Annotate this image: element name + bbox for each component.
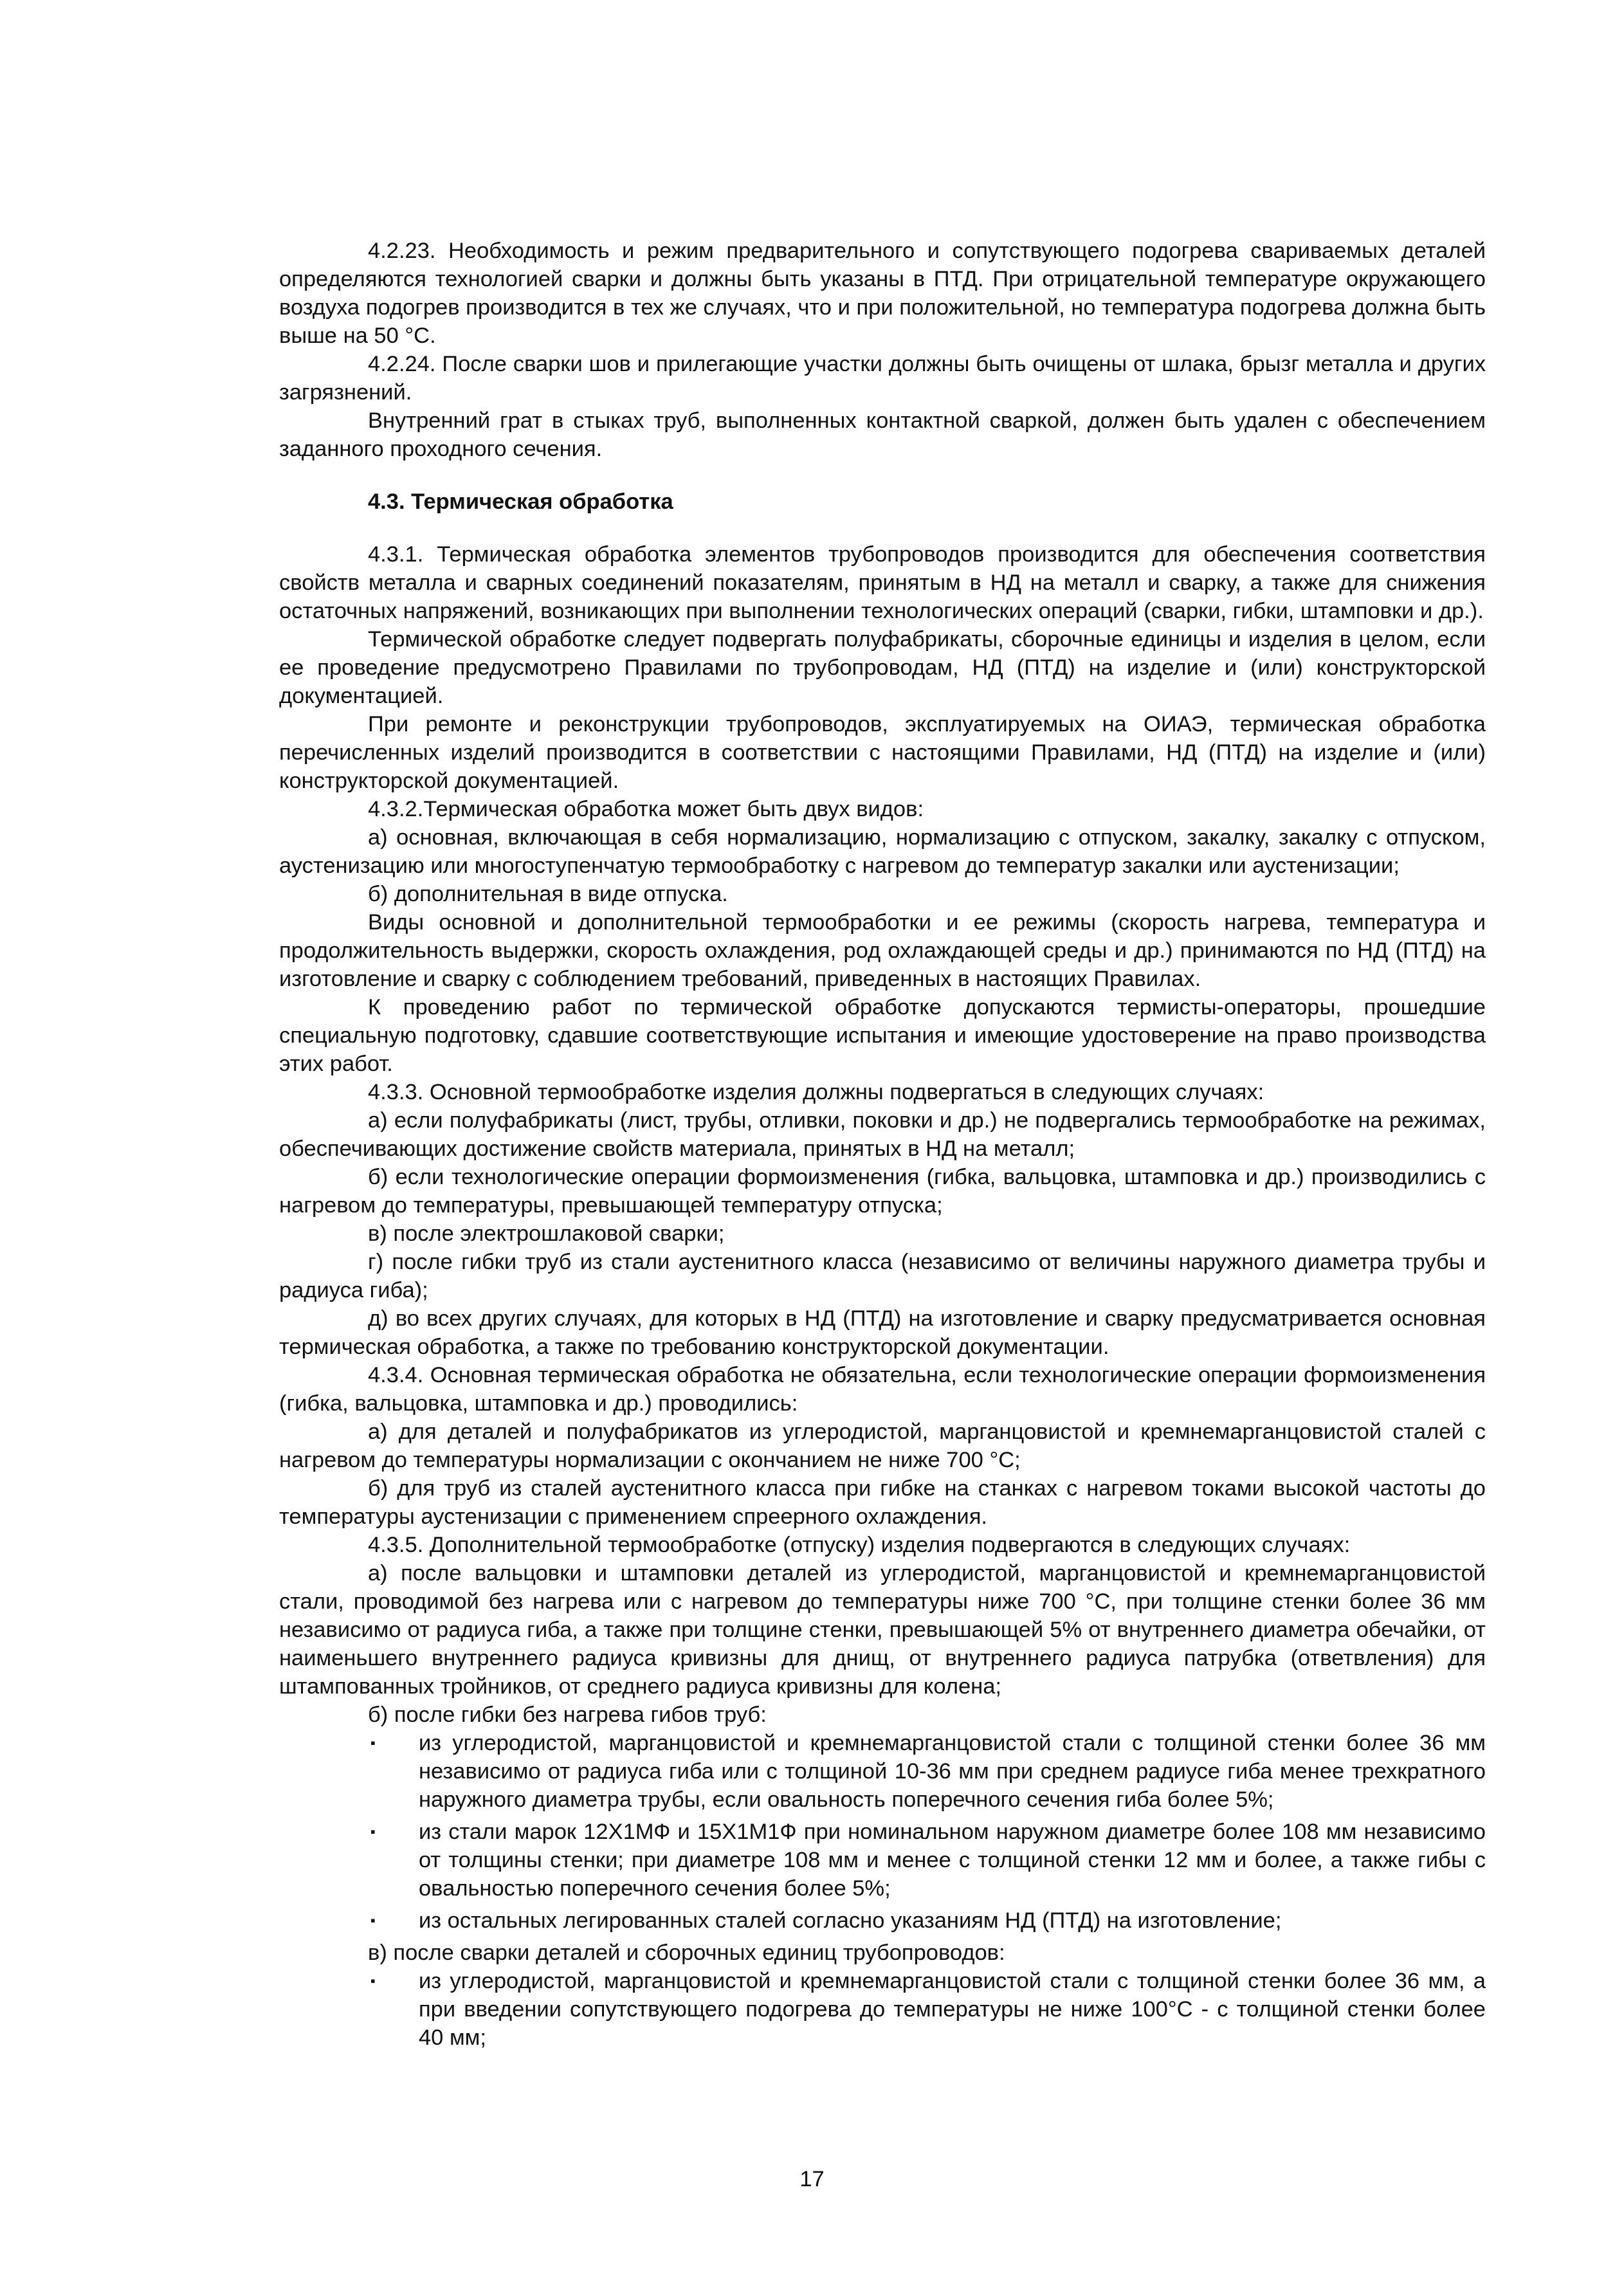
paragraph-heat-treatment-scope: Термической обработке следует подвергать полуфабрикаты, сборочные единицы и изделия в целом, если ее проведение предусмотрено Правилами по трубопроводам, НД (ПТД) на изделие и (или) конструкторской документацией. (279, 627, 1486, 708)
paragraph-operators: К проведению работ по термической обработке допускаются термисты-операторы, прошедшие специальную подготовку, сдавшие соответствующие испытания и имеющие удостоверение на право производства этих работ. (279, 995, 1486, 1076)
bullet-icon: ▪ (370, 1735, 376, 1751)
paragraph-4-3-3-v: в) после электрошлаковой сварки; (368, 1221, 725, 1246)
list-item (279, 1729, 1486, 1814)
bullet-icon: ▪ (370, 1823, 376, 1840)
list-item-text: из остальных легированных сталей согласно указаниям НД (ПТД) на изготовление; (419, 1908, 1282, 1933)
paragraph-4-3-5: 4.3.5. Дополнительной термообработке (отпуску) изделия подвергаются в следующих случаях: (368, 1533, 1351, 1557)
paragraph-4-3-3-a: а) если полуфабрикаты (лист, трубы, отливки, поковки и др.) не подвергались термообработке на режимах, обеспечивающих достижение свойств материала, принятых в НД на металл; (279, 1108, 1486, 1161)
paragraph-4-3-5-v: в) после сварки деталей и сборочных единиц трубопроводов: (368, 1941, 1005, 1965)
paragraph-4-3-3-d: д) во всех других случаях, для которых в НД (ПТД) на изготовление и сварку предусматривается основная термическая обработка, а также по требованию конструкторской документации. (279, 1306, 1486, 1359)
paragraph-4-3-4-b: б) для труб из сталей аустенитного класса при гибке на станках с нагревом токами высокой частоты до температуры аустенизации с применением спреерного охлаждения. (279, 1476, 1486, 1529)
paragraph-4-2-24: 4.2.24. После сварки шов и прилегающие участки должны быть очищены от шлака, брызг металла и других загрязнений. (279, 352, 1486, 405)
list-item (279, 1967, 1486, 2052)
list-item-text: из стали марок 12Х1МФ и 15Х1М1Ф при номинальном наружном диаметре более 108 мм независимо от толщины стенки; при диаметре 108 мм и менее с толщиной стенки 12 мм и более, а также гибы с овальностью поперечного сечения более 5%; (419, 1820, 1486, 1901)
paragraph-4-3-2-b: б) дополнительная в виде отпуска. (368, 882, 728, 906)
paragraph-4-3-3-g: г) после гибки труб из стали аустенитного класса (независимо от величины наружного диаметра трубы и радиуса гиба); (279, 1250, 1486, 1302)
list-item-text: из углеродистой, марганцовистой и кремнемарганцовистой стали с толщиной стенки более 36 мм независимо от радиуса гиба или с толщиной 10-36 мм при среднем радиусе гиба менее трехкратного наружного диаметра трубы, если овальность поперечного сечения гиба более 5%; (419, 1731, 1486, 1812)
list-item-text: из углеродистой, марганцовистой и кремнемарганцовистой стали с толщиной стенки более 36 мм, а при введении сопутствующего подогрева до температуры не ниже 100°С - с толщиной стенки более 40 мм; (419, 1969, 1486, 2050)
page-number: 17 (799, 2167, 825, 2191)
bullet-list-bends (279, 1729, 1486, 1935)
bullet-icon: ▪ (370, 1912, 376, 1928)
paragraph-4-3-2: 4.3.2.Термическая обработка может быть двух видов: (368, 797, 924, 821)
paragraph-internal-burr: Внутренний грат в стыках труб, выполненных контактной сваркой, должен быть удален с обеспечением заданного проходного сечения. (279, 408, 1486, 461)
bullet-list-welding (279, 1967, 1486, 2052)
paragraph-4-3-5-b: б) после гибки без нагрева гибов труб: (368, 1703, 767, 1727)
paragraph-4-3-2-a: а) основная, включающая в себя нормализацию, нормализацию с отпуском, закалку, закалку с отпуском, аустенизацию или многоступенчатую термообработку с нагревом до температур закалки или аустенизации; (279, 825, 1486, 878)
paragraph-repair-reconstruction: При ремонте и реконструкции трубопроводов, эксплуатируемых на ОИАЭ, термическая обработка перечисленных изделий производится в соответствии с настоящими Правилами, НД (ПТД) на изделие и (или) конструкторской документацией. (279, 712, 1486, 793)
paragraph-treatment-modes: Виды основной и дополнительной термообработки и ее режимы (скорость нагрева, температура и продолжительность выдержки, скорость охлаждения, род охлаждающей среды и др.) принимаются по НД (ПТД) на изготовление и сварку с соблюдением требований, приведенных в настоящих Правилах. (279, 910, 1486, 991)
paragraph-4-3-3-b: б) если технологические операции формоизменения (гибка, вальцовка, штамповка и др.) производились с нагревом до температуры, превышающей температуру отпуска; (279, 1165, 1486, 1218)
bullet-icon: ▪ (370, 1973, 376, 1989)
document-body (279, 237, 1486, 2056)
list-item (279, 1906, 1486, 1935)
paragraph-4-3-5-a: а) после вальцовки и штамповки деталей из углеродистой, марганцовистой и кремнемарганцовистой стали, проводимой без нагрева или с нагревом до температуры ниже 700 °С, при толщине стенки более 36 мм независимо от радиуса гиба, а также при толщине стенки, превышающей 5% от внутреннего диаметра обечайки, от наименьшего внутреннего радиуса кривизны для днищ, от внутреннего радиуса патрубка (ответвления) для штампованных тройников, от среднего радиуса кривизны для колена; (279, 1561, 1486, 1699)
paragraph-4-3-3: 4.3.3. Основной термообработке изделия должны подвергаться в следующих случаях: (368, 1080, 1264, 1104)
paragraph-4-3-1: 4.3.1. Термическая обработка элементов трубопроводов производится для обеспечения соответствия свойств металла и сварных соединений показателям, принятым в НД на металл и сварку, а также для снижения остаточных напряжений, возникающих при выполнении технологических операций (сварки, гибки, штамповки и др.). (279, 542, 1486, 623)
paragraph-4-2-23: 4.2.23. Необходимость и режим предварительного и сопутствующего подогрева свариваемых деталей определяются технологией сварки и должны быть указаны в ПТД. При отрицательной температуре окружающего воздуха подогрев производится в тех же случаях, что и при положительной, но температура подогрева должна быть выше на 50 °С. (279, 239, 1486, 348)
section-heading-4-3: 4.3. Термическая обработка (368, 489, 673, 514)
list-item (279, 1818, 1486, 1903)
paragraph-4-3-4-a: а) для деталей и полуфабрикатов из углеродистой, марганцовистой и кремнемарганцовистой сталей с нагревом до температуры нормализации с окончанием не ниже 700 °С; (279, 1420, 1486, 1472)
paragraph-4-3-4: 4.3.4. Основная термическая обработка не обязательна, если технологические операции формоизменения (гибка, вальцовка, штамповка и др.) проводились: (279, 1363, 1486, 1416)
